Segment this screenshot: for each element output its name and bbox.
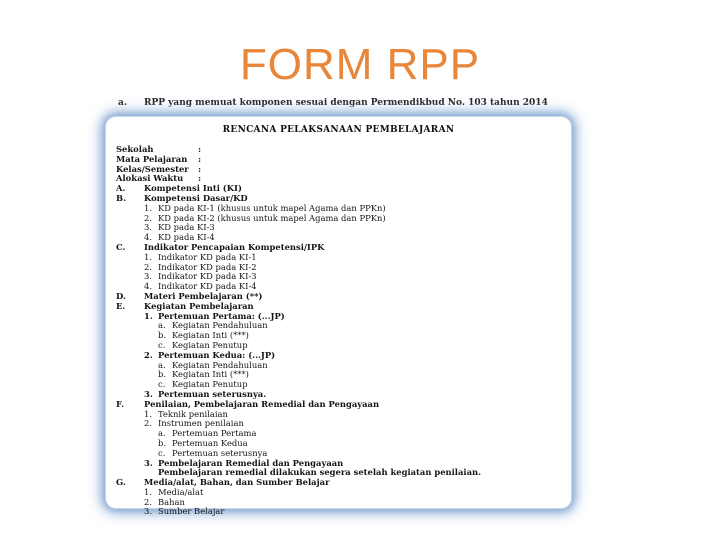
item-number: 3. (144, 457, 153, 468)
item-text: Pertemuan Kedua (172, 437, 248, 448)
item-text: Indikator KD pada KI-1 (158, 251, 257, 262)
item-text: Pembelajaran Remedial dan Pengayaan (158, 457, 344, 468)
section-marker: B. (116, 192, 126, 203)
item-text: KD pada KI-4 (158, 232, 215, 243)
item-letter: c. (158, 339, 166, 350)
section-heading: Penilaian, Pembelajaran Remedial dan Pengayaan (144, 398, 380, 409)
item-text: Kegiatan Penutup (172, 339, 248, 350)
item-number: 3. (144, 271, 152, 282)
item-number: 1. (144, 202, 152, 213)
section-heading: Kegiatan Pembelajaran (144, 300, 254, 311)
item-text: Kegiatan Pendahuluan (172, 359, 268, 370)
item-text: Pertemuan Pertama: (...JP) (158, 310, 285, 321)
section-heading: Kompetensi Inti (KI) (144, 183, 242, 194)
item-number: 1. (144, 310, 153, 321)
item-number: 2. (144, 418, 152, 429)
item-number: 3. (144, 506, 152, 517)
item-text: Kegiatan Inti (***) (172, 369, 249, 380)
note-text: Pembelajaran remedial dilakukan segera setelah kegiatan penilaian. (158, 467, 482, 478)
identity-label: Alokasi Waktu (116, 173, 184, 184)
identity-colon: : (198, 144, 202, 154)
intro-line (118, 98, 578, 108)
slide-title: FORM RPP (239, 40, 481, 89)
item-text: Indikator KD pada KI-2 (158, 261, 257, 272)
item-text: Indikator KD pada KI-3 (158, 271, 257, 282)
rpp-form-document (106, 117, 571, 517)
section-marker: A. (116, 183, 126, 194)
item-text: Kegiatan Pendahuluan (172, 320, 268, 331)
item-text: Bahan (158, 496, 185, 507)
intro-label: a. (118, 98, 127, 108)
identity-label: Mata Pelajaran (116, 153, 188, 164)
item-text: Instrumen penilaian (158, 418, 244, 429)
item-text: Pertemuan seterusnya (172, 447, 268, 458)
item-letter: a. (158, 359, 166, 370)
identity-row-class-semester (116, 165, 565, 175)
item-letter: b. (158, 330, 167, 341)
document-title: RENCANA PELAKSANAAN PEMBELAJARAN (222, 125, 455, 135)
item-text: Teknik penilaian (158, 408, 228, 419)
item-letter: c. (158, 447, 166, 458)
identity-colon: : (198, 153, 202, 164)
item-text: Sumber Belajar (158, 506, 225, 517)
item-text: Pertemuan Kedua: (...JP) (158, 349, 276, 360)
section-marker: E. (116, 300, 126, 311)
item-letter: b. (158, 437, 167, 448)
item-number: 1. (144, 251, 152, 262)
item-text: KD pada KI-3 (158, 222, 215, 233)
item-number: 2. (144, 496, 152, 507)
item-text: Kegiatan Inti (***) (172, 330, 249, 341)
intro-text: RPP yang memuat komponen sesuai dengan Permendikbud No. 103 tahun 2014 (144, 98, 548, 108)
item-text: KD pada KI-1 (khusus untuk mapel Agama dan PPKn) (158, 202, 386, 213)
section-marker: F. (116, 398, 125, 409)
item-number: 4. (144, 281, 152, 292)
item-number: 3. (144, 222, 152, 233)
identity-label: Kelas/Semester (116, 163, 189, 174)
item-letter: c. (158, 379, 166, 390)
section-heading: Media/alat, Bahan, dan Sumber Belajar (144, 477, 330, 488)
item-letter: a. (158, 320, 166, 331)
item-number: 2. (144, 349, 153, 360)
document-body (106, 145, 571, 517)
item-number: 2. (144, 212, 152, 223)
item-number: 4. (144, 232, 152, 243)
section-heading: Kompetensi Dasar/KD (144, 192, 248, 203)
item-text: Kegiatan Penutup (172, 379, 248, 390)
identity-colon: : (198, 173, 202, 184)
section-heading: Indikator Pencapaian Kompetensi/IPK (144, 241, 325, 252)
item-text: KD pada KI-2 (khusus untuk mapel Agama dan PPKn) (158, 212, 386, 223)
item-number: 2. (144, 261, 152, 272)
section-marker: C. (116, 241, 126, 252)
item-text: Indikator KD pada KI-4 (158, 281, 257, 292)
section-heading: Materi Pembelajaran (**) (144, 290, 263, 301)
item-letter: b. (158, 369, 167, 380)
item-letter: a. (158, 428, 166, 439)
item-number: 3. (144, 388, 153, 399)
item-text: Media/alat (158, 486, 204, 497)
section-marker: D. (116, 290, 126, 301)
list-item (116, 507, 565, 517)
identity-label: Sekolah (116, 144, 154, 154)
section-marker: G. (116, 477, 126, 488)
identity-colon: : (198, 163, 202, 174)
item-number: 1. (144, 486, 152, 497)
item-number: 1. (144, 408, 152, 419)
item-text: Pertemuan seterusnya. (158, 388, 267, 399)
item-text: Pertemuan Pertama (172, 428, 257, 439)
